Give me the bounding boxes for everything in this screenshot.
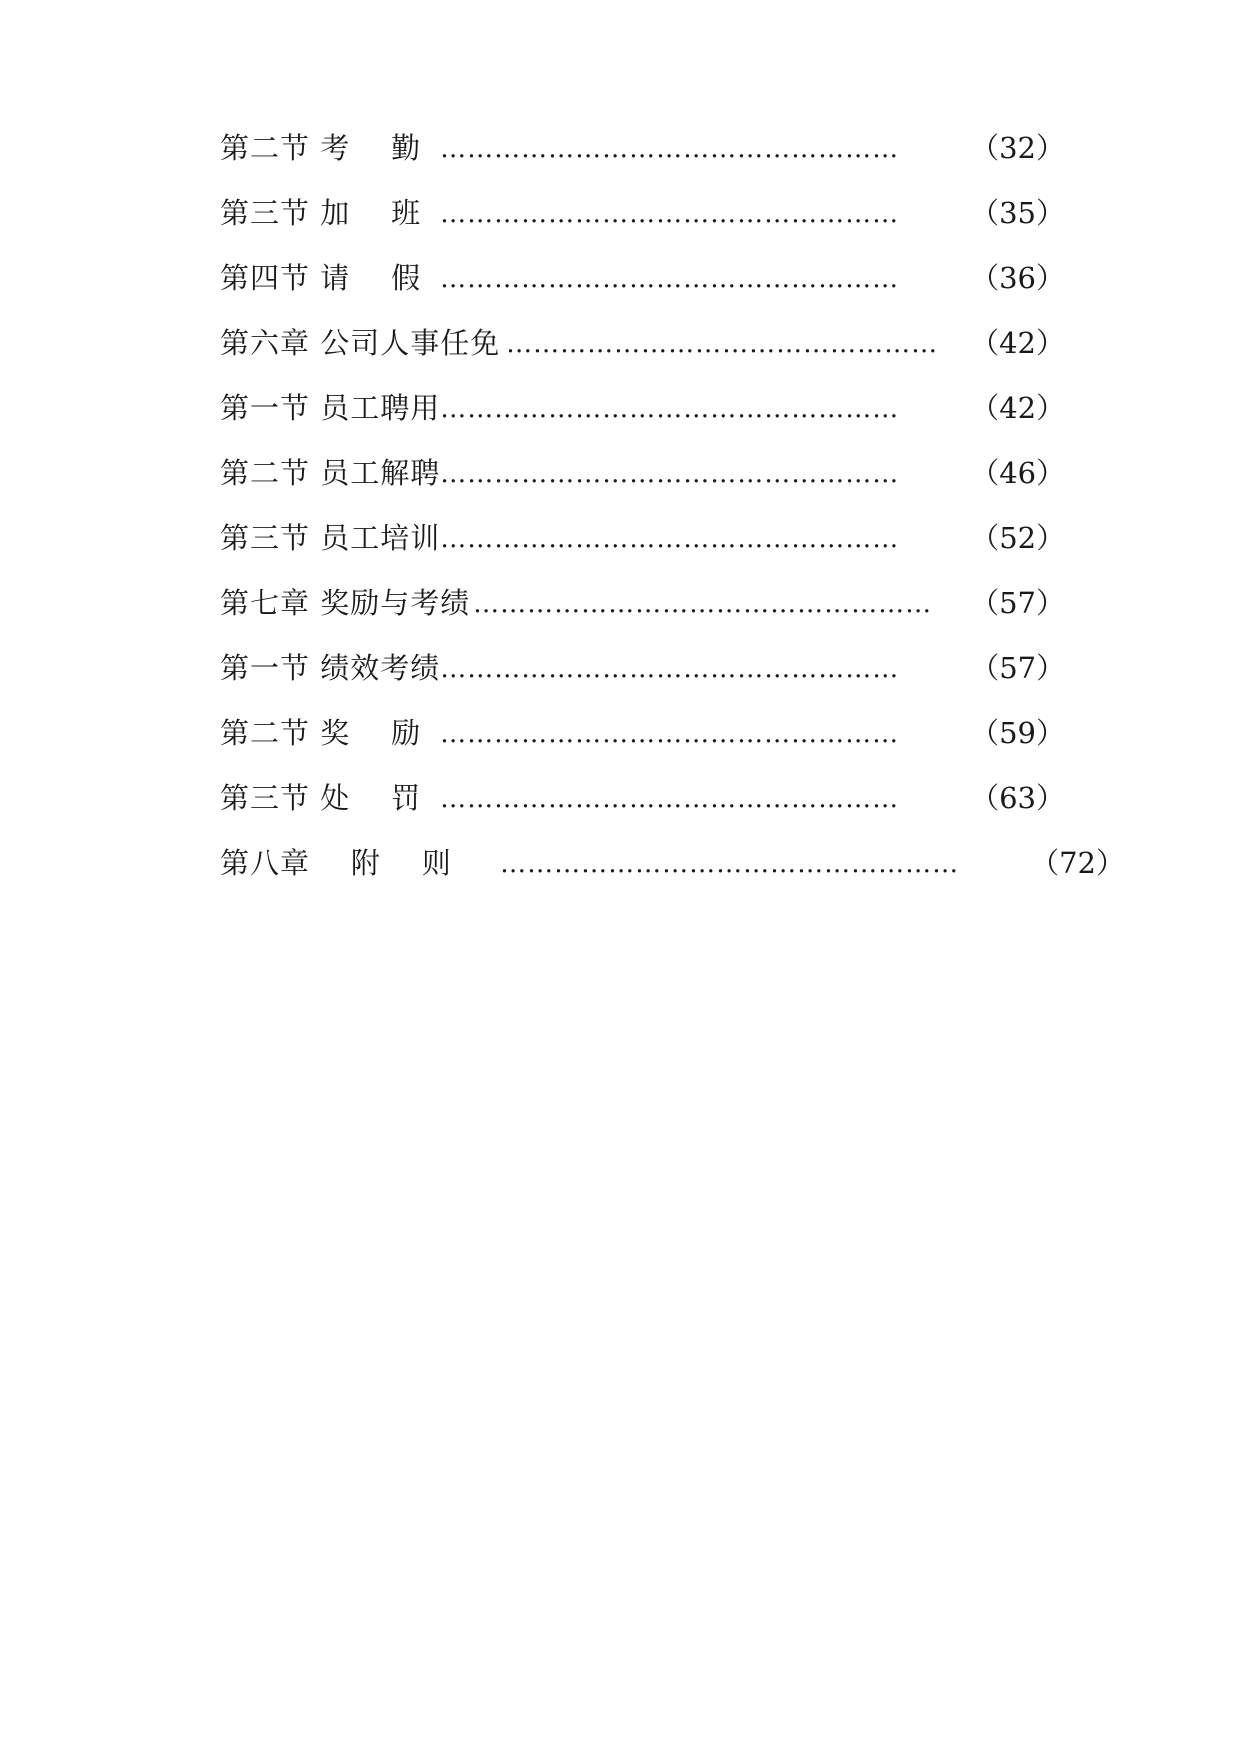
toc-entry-leader: …………………………………………… [440,460,900,487]
toc-entry-leader: …………………………………………… [473,590,933,617]
toc-entry-leader: …………………………………………… [440,785,900,812]
toc-entry-page: （35） [970,196,1065,230]
toc-entry-label: 第二节 奖 励 [220,716,422,750]
toc-entry-leader: …………………………………………… [440,265,900,292]
toc-entry-leader: …………………………………………… [440,525,900,552]
toc-entry[interactable] [220,246,1065,311]
toc-entry-label: 第一节 绩效考绩 [220,651,441,685]
toc-entry-label: 第二节 员工解聘 [220,456,441,490]
toc-entry-page: （63） [970,781,1065,815]
toc-entry[interactable] [220,831,1125,896]
toc-entry[interactable] [220,701,1065,766]
toc-entry-page: （52） [970,521,1066,555]
toc-entry-label: 第六章 公司人事任免 [220,326,501,360]
toc-entry-page: （42） [970,391,1066,425]
toc-entry-page: （57） [970,586,1065,620]
toc-entry-page: （72） [1030,846,1125,880]
toc-entry[interactable] [220,441,1065,506]
toc-entry-label: 第三节 加 班 [220,196,422,230]
toc-entry-label: 第一节 员工聘用 [220,391,441,425]
toc-entry[interactable] [220,766,1065,831]
toc-entry[interactable] [220,116,1065,181]
toc-entry-leader: …………………………………………… [500,850,960,877]
toc-entry-page: （32） [970,131,1065,165]
toc-entry-page: （57） [970,651,1066,685]
toc-entry-page: （36） [970,261,1065,295]
toc-entry-leader: …………………………………………… [440,135,900,162]
toc-entry-leader: …………………………………………… [440,395,900,422]
toc-entry-leader: …………………………………………… [440,720,900,747]
toc-entry[interactable] [220,311,1065,376]
toc-entry-label: 第三节 处 罚 [220,781,422,815]
table-of-contents [220,116,1125,896]
toc-entry-page: （42） [970,326,1065,360]
toc-entry-label: 第三节 员工培训 [220,521,441,555]
toc-entry-label: 第八章 附 则 [220,846,452,880]
toc-entry-leader: …………………………………………… [440,655,900,682]
toc-entry[interactable] [220,636,1065,701]
toc-entry[interactable] [220,376,1065,441]
toc-entry-label: 第七章 奖励与考绩 [220,586,471,620]
toc-entry[interactable] [220,181,1065,246]
toc-entry-label: 第二节 考 勤 [220,131,422,165]
toc-entry-leader: ………………………………………… [506,330,939,357]
toc-entry-leader: …………………………………………… [440,200,900,227]
toc-entry-page: （46） [970,456,1066,490]
toc-entry[interactable] [220,571,1065,636]
toc-entry-label: 第四节 请 假 [220,261,422,295]
toc-entry-page: （59） [970,716,1065,750]
toc-entry[interactable] [220,506,1065,571]
